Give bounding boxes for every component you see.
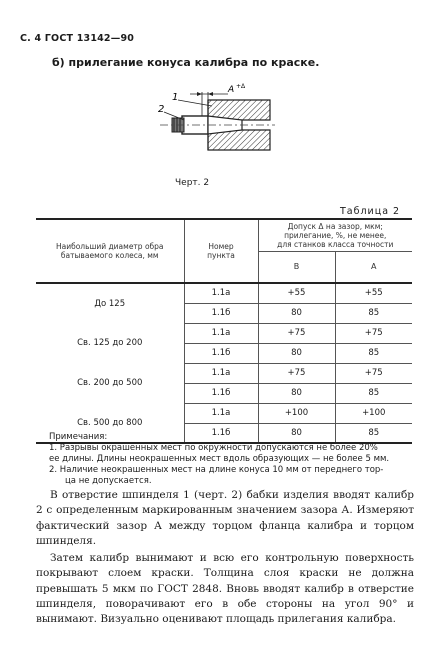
value-b-cell: 80 (258, 383, 335, 403)
note-2-line-1: 2. Наличие неокрашенных мест на длине конуса 10 мм от переднего тор- (49, 465, 384, 475)
item-cell: 1.1а (184, 403, 258, 423)
item-cell: 1.1а (184, 363, 258, 383)
table-row (36, 363, 412, 383)
notes-title: Примечания: (49, 432, 108, 442)
diameter-cell: Св. 125 до 200 (77, 338, 143, 348)
value-a-cell: +100 (335, 403, 412, 423)
item-cell: 1.1а (184, 283, 258, 303)
item-cell: 1.1б (184, 303, 258, 323)
value-a-cell: 85 (335, 303, 412, 323)
diameter-cell: Св. 500 до 800 (36, 403, 184, 443)
label-1: 1 (172, 92, 179, 103)
col-header-item: Номер пункта (184, 219, 258, 283)
dim-a-label: A (228, 85, 235, 95)
value-a-cell: +55 (335, 283, 412, 303)
diameter-cell: До 125 (94, 298, 126, 309)
table-row (36, 403, 412, 423)
table-row (36, 283, 412, 303)
col-header-diameter: Наибольший диаметр обра батываемого колеса, мм (36, 219, 184, 283)
value-b-cell: +75 (258, 323, 335, 343)
value-b-cell: +100 (258, 403, 335, 423)
value-a-cell: +75 (335, 323, 412, 343)
gauge-drawing (150, 82, 280, 172)
body-paragraph-1: В отверстие шпинделя 1 (черт. 2) бабки изделия вводят калибр 2 с определенным маркированным значением зазора А. Измеряют фактический зазор А между торцом фланца калибра и торцом шпинделя. (36, 489, 414, 547)
table-label: Таблица 2 (340, 206, 401, 217)
col-header-tolerance: Допуск Δ на зазор, мкм; прилегание, %, не менее, для станков класса точности (258, 219, 412, 251)
item-cell: 1.1а (184, 323, 258, 343)
value-b-cell: 80 (258, 423, 335, 443)
value-a-cell: 85 (335, 423, 412, 443)
item-cell: 1.1б (184, 423, 258, 443)
value-b-cell: +55 (258, 283, 335, 303)
note-1-line-1: 1. Разрывы окрашенных мест по окружности допускаются не более 20% (49, 443, 378, 453)
table-notes (49, 432, 409, 487)
body-paragraph-2: Затем калибр вынимают и всю его контрольную поверхность покрывают слоем краски. Толщина слоя краски не должна превышать 5 мкм по ГОСТ 2848. Вновь вводят калибр в отверстие шпинделя, поворачивают его в обе стороны на угол 90° и вынимают. Визуально оценивают площадь прилегания калибра. (36, 552, 414, 626)
col-header-class-a: А (335, 251, 412, 283)
dim-tolerance-label: +Δ (236, 83, 246, 90)
drawing-caption: Черт. 2 (175, 178, 210, 188)
note-1-line-2: ее длины. Длины неокрашенных мест вдоль образующих — не более 5 мм. (49, 454, 390, 464)
value-b-cell: 80 (258, 303, 335, 323)
value-b-cell: 80 (258, 343, 335, 363)
diameter-cell: Св. 200 до 500 (77, 378, 143, 388)
table-row (36, 323, 412, 343)
value-a-cell: 85 (335, 343, 412, 363)
note-2-line-2: ца не допускается. (65, 476, 152, 486)
item-cell: 1.1б (184, 383, 258, 403)
body-text (36, 488, 414, 630)
page-header: С. 4 ГОСТ 13142—90 (20, 33, 135, 44)
value-a-cell: 85 (335, 383, 412, 403)
label-2: 2 (158, 104, 165, 115)
value-b-cell: +75 (258, 363, 335, 383)
col-header-class-b: В (258, 251, 335, 283)
tolerance-table (36, 218, 412, 444)
value-a-cell: +75 (335, 363, 412, 383)
item-cell: 1.1б (184, 343, 258, 363)
section-subtitle: б) прилегание конуса калибра по краске. (52, 56, 320, 69)
